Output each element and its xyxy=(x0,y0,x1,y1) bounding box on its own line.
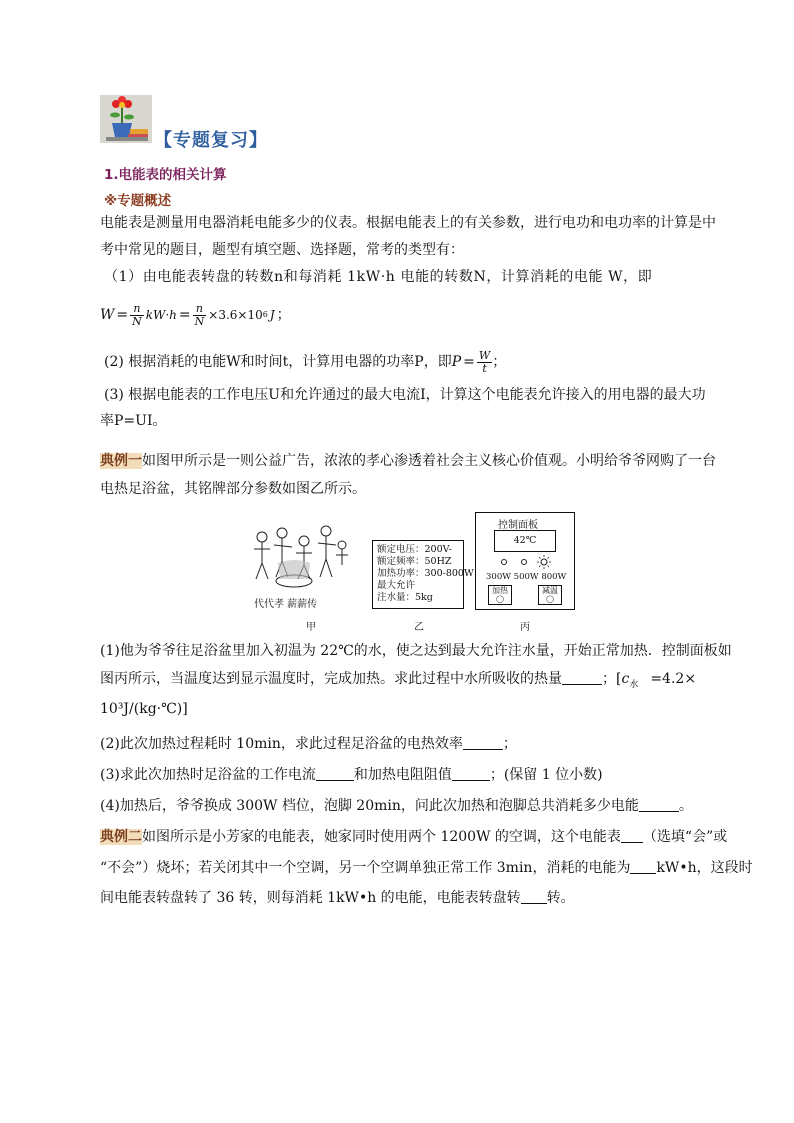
formula-times: ×3.6×10 xyxy=(208,308,263,322)
example-2-tag: 典例二 xyxy=(100,829,142,845)
example-2-line-3: 间电能表转盘转了 36 转，则每消耗 1kW•h 的电能，电能表转盘转 转。 xyxy=(100,890,575,906)
decrease-temperature-button[interactable]: 减温 ◯ xyxy=(538,585,562,605)
intro-line-1: 电能表是测量用电器消耗电能多少的仪表。根据电能表上的有关参数，进行电功和电功率的计算是中 xyxy=(100,215,716,231)
example-2-line-2: “不会”）烧坏；若关闭其中一个空调，另一个空调单独正常工作 3min，消耗的电能为 kW•h，这段时 xyxy=(100,860,753,876)
answer-blank[interactable] xyxy=(521,889,547,904)
decrease-button-circle-icon: ◯ xyxy=(546,595,554,603)
family-illustration-icon xyxy=(248,523,352,595)
item-2 xyxy=(104,346,728,378)
formula-eq-2: = xyxy=(178,307,191,323)
item-1-formula xyxy=(100,298,724,332)
heat-button[interactable]: 加热 ◯ xyxy=(488,585,512,605)
page-title: 【专题复习】 xyxy=(154,130,268,151)
answer-blank[interactable] xyxy=(562,670,602,685)
item-1-text: （1）由电能表转盘的转数n和每消耗 1kW·h 电能的转数N，计算消耗的电能 W，即 xyxy=(104,269,653,285)
item-3-line-2: 率P=UI。 xyxy=(100,413,167,429)
spec-line: 最大允许 xyxy=(377,580,416,591)
intro-line-2: 考中常见的题目，题型有填空题、选择题，常考的类型有： xyxy=(100,242,464,258)
formula-joule: J xyxy=(269,308,275,322)
formula-w: W xyxy=(100,307,115,323)
item-2-fraction: $\frac{W}{t}$ xyxy=(478,348,491,375)
power-indicator-lights-icon xyxy=(498,554,554,570)
panel-temperature-display: 42℃ xyxy=(494,530,556,552)
question-1-line-3: 10³J/(kg·℃)] xyxy=(100,701,188,717)
figure-label-yi: 乙 xyxy=(414,622,424,633)
figure-jia-caption: 代代孝 薪薪传 xyxy=(254,599,318,610)
formula-fraction-n-over-n-2: $\frac{n}{N}$ xyxy=(194,301,205,328)
item-2-end: ； xyxy=(492,354,507,370)
figure-bing-control-panel xyxy=(475,512,575,610)
item-2-text: (2) 根据消耗的电能W和时间t，计算用电器的功率P，即 xyxy=(104,354,452,370)
heat-button-circle-icon: ◯ xyxy=(496,595,504,603)
figure-jia xyxy=(248,523,352,609)
answer-blank[interactable] xyxy=(621,828,643,843)
spec-line: 注水量：5kg xyxy=(377,592,433,603)
spec-line: 额定电压：200V- xyxy=(377,544,452,555)
example-2-line-1: 典例二如图所示是小芳家的电能表，她家同时使用两个 1200W 的空调，这个电能表 （选填“会”或 xyxy=(100,829,728,845)
figure-yi-nameplate xyxy=(372,540,474,609)
flower-pot-logo-icon xyxy=(100,95,152,143)
example-1-tag: 典例一 xyxy=(100,453,142,469)
answer-blank[interactable] xyxy=(463,735,503,750)
section-subheading: ※专题概述 xyxy=(104,193,172,209)
item-2-eq: = xyxy=(463,354,475,370)
example-1-line-1: 典例一如图甲所示是一则公益广告，浓浓的孝心渗透着社会主义核心价值观。小明给爷爷网购了一台 xyxy=(100,453,716,469)
figure-label-bing: 丙 xyxy=(520,622,530,633)
question-4: (4)加热后，爷爷换成 300W 档位，泡脚 20min，问此次加热和泡脚总共消耗多少电能 。 xyxy=(100,798,693,814)
question-1-line-1: (1)他为爷爷往足浴盆里加入初温为 22℃的水，使之达到最大允许注水量，开始正常加热．控制面板如 xyxy=(100,643,732,659)
spec-line: 额定频率：50HZ xyxy=(377,556,452,567)
example-1-line-2: 电热足浴盆，其铭牌部分参数如图乙所示。 xyxy=(100,481,366,497)
answer-blank[interactable] xyxy=(452,766,490,781)
panel-title: 控制面板 xyxy=(498,520,538,531)
answer-blank[interactable] xyxy=(316,766,354,781)
section-heading: 1.电能表的相关计算 xyxy=(104,167,227,183)
figure-label-jia: 甲 xyxy=(306,622,316,633)
question-1-line-2: 图丙所示，当温度达到显示温度时，完成加热。求此过程中水所吸收的热量 ；[$c_水 =4.2\times$ xyxy=(100,671,697,690)
question-3: (3)求此次加热时足浴盆的工作电流 和加热电阻阻值 ；(保留 1 位小数) xyxy=(100,767,603,783)
question-2: (2)此次加热过程耗时 10min，求此过程足浴盆的电热效率 ； xyxy=(100,736,517,752)
item-2-p: P xyxy=(451,354,462,370)
formula-eq: = xyxy=(116,307,129,323)
formula-end: ； xyxy=(276,307,291,323)
answer-blank[interactable] xyxy=(639,797,679,812)
panel-power-levels: 300W 500W 800W xyxy=(486,572,567,582)
answer-blank[interactable] xyxy=(630,859,656,874)
formula-exponent: 6 xyxy=(262,310,268,319)
formula-fraction-n-over-n: $\frac{n}{N}$ xyxy=(132,301,142,328)
spec-line: 加热功率：300-800W xyxy=(377,568,474,579)
item-3-line-1: (3) 根据电能表的工作电压U和允许通过的最大电流I，计算这个电能表允许接入的用电器的最大功 xyxy=(104,387,706,403)
formula-unit: kW·h xyxy=(145,308,177,322)
